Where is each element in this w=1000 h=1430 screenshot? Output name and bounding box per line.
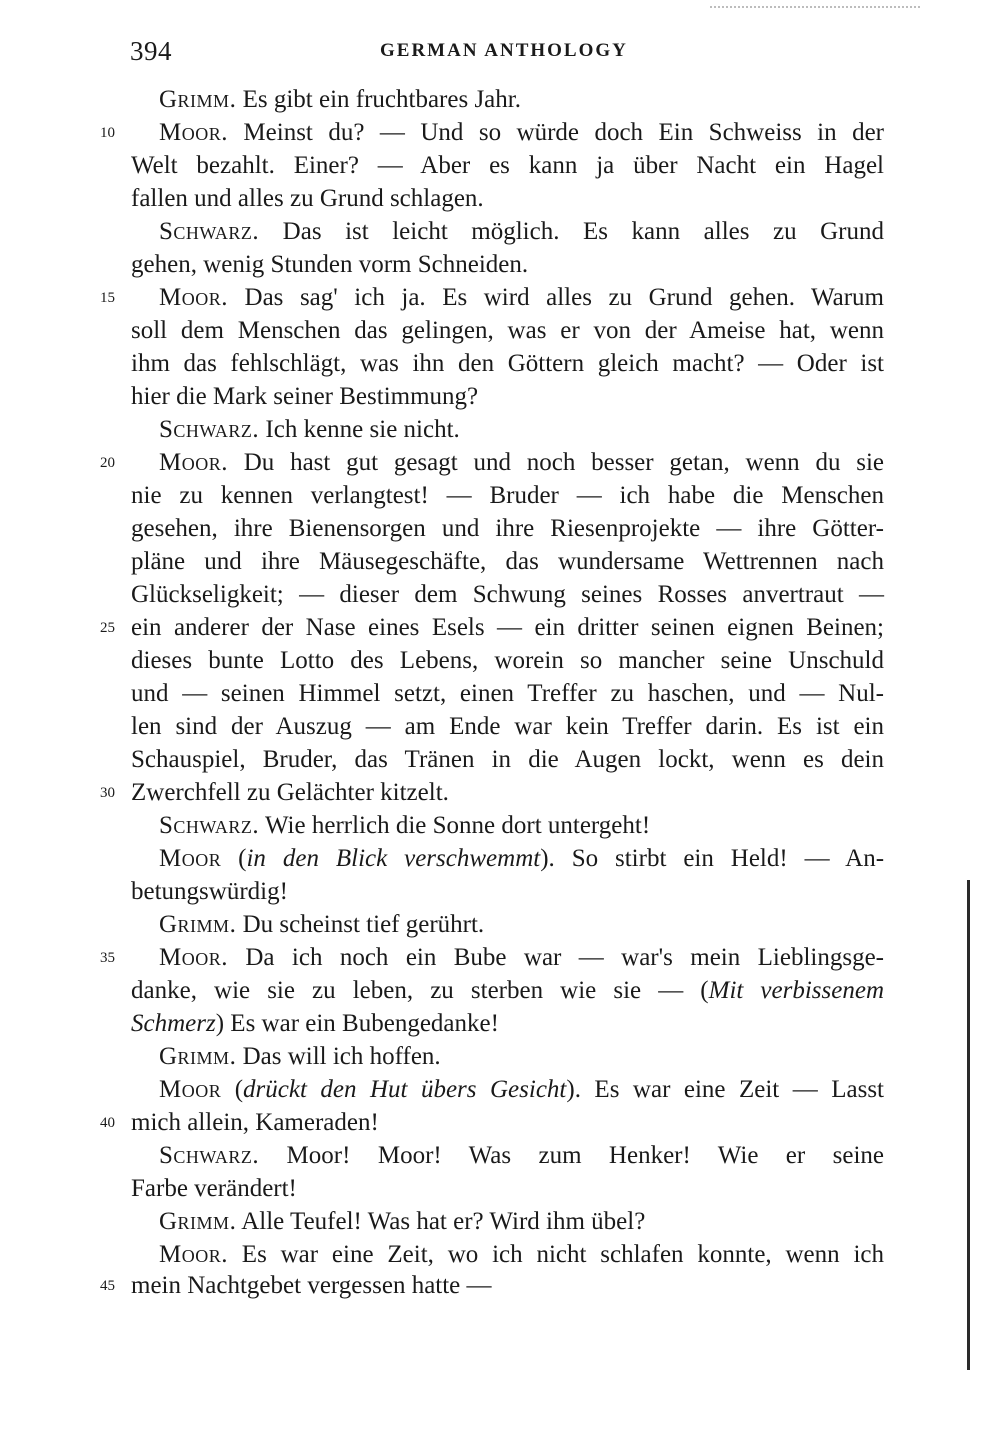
line-number: 30 [100,785,115,801]
speaker: Grimm. [159,86,237,113]
text-line: ein anderer der Nase eines Esels — ein dritter seinen eignen Beinen; [131,614,884,641]
speaker: Grimm. [159,911,237,938]
text-line: ihm das fehlschlägt, was ihn den Göttern gleich macht? — Oder ist [131,350,884,377]
line-number: 15 [100,290,115,306]
text-line: danke, wie sie zu leben, zu sterben wie sie — (Mit verbissenem [131,977,884,1004]
line-number: 45 [100,1278,115,1294]
text-line: Moor (in den Blick verschwemmt). So stirbt ein Held! — An- [159,845,885,872]
running-title: GERMAN ANTHOLOGY [380,40,628,61]
text-line: Glückseligkeit; — dieser dem Schwung seines Rosses anvertraut — [131,581,884,608]
speaker: Moor. [159,1241,228,1268]
text-line: Grimm. Es gibt ein fruchtbares Jahr. [159,86,521,113]
stage-direction: in den Blick verschwemmt [246,845,541,872]
text-line: hier die Mark seiner Bestimmung? [131,383,479,410]
stage-direction: drückt den Hut übers Gesicht [243,1076,567,1103]
text-line: Schwarz. Moor! Moor! Was zum Henker! Wie er seine [159,1142,884,1169]
speaker: Moor. [159,284,228,311]
text-line: Grimm. Das will ich hoffen. [159,1043,441,1070]
text-line: Zwerchfell zu Gelächter kitzelt. [131,779,449,806]
scan-artifact [710,6,920,10]
margin-rule [967,880,970,1370]
speaker: Grimm. [159,1208,237,1235]
speaker: Moor. [159,449,228,476]
text-line: Schauspiel, Bruder, das Tränen in die Augen lockt, wenn es dein [131,746,884,773]
text-line: Schmerz) Es war ein Bubengedanke! [131,1010,499,1037]
speaker: Schwarz. [159,416,260,443]
text-line: mein Nachtgebet vergessen hatte — [131,1272,492,1299]
text-line: len sind der Auszug — am Ende war kein Treffer darin. Es ist ein [131,713,884,740]
text-line: dieses bunte Lotto des Lebens, worein so mancher seine Unschuld [131,647,884,674]
text-line: pläne und ihre Mäusegeschäfte, das wundersame Wettrennen nach [131,548,884,575]
text-line: Moor (drückt den Hut übers Gesicht). Es war eine Zeit — Lasst [159,1076,884,1103]
text-line: nie zu kennen verlangtest! — Bruder — ich habe die Menschen [131,482,884,509]
line-number: 35 [100,950,115,966]
stage-direction: Mit verbissenem [708,977,884,1004]
speaker: Moor [159,845,222,872]
speaker: Schwarz. [159,218,260,245]
text-line: Moor. Meinst du? — Und so würde doch Ein Schweiss in der [159,119,884,146]
text-line: fallen und alles zu Grund schlagen. [131,185,484,212]
text-line: Grimm. Alle Teufel! Was hat er? Wird ihm übel? [159,1208,646,1235]
speaker: Grimm. [159,1043,237,1070]
stage-direction: Schmerz [131,1010,216,1037]
text-line: Schwarz. Das ist leicht möglich. Es kann alles zu Grund [159,218,884,245]
text-line: Schwarz. Wie herrlich die Sonne dort untergeht! [159,812,651,839]
line-number: 25 [100,620,115,636]
text-line: Schwarz. Ich kenne sie nicht. [159,416,460,443]
line-number: 10 [100,125,115,141]
text-line: soll dem Menschen das gelingen, was er von der Ameise hat, wenn [131,317,884,344]
text-line: gehen, wenig Stunden vorm Schneiden. [131,251,529,278]
line-number: 40 [100,1115,115,1131]
text-line: Moor. Da ich noch ein Bube war — war's mein Lieblingsge- [159,944,884,971]
line-number: 20 [100,455,115,471]
speaker: Moor. [159,119,228,146]
text-line: betungswürdig! [131,878,288,905]
text-line: Moor. Es war eine Zeit, wo ich nicht schlafen konnte, wenn ich [159,1241,884,1268]
text-line: mich allein, Kameraden! [131,1109,379,1136]
speaker: Schwarz. [159,1142,260,1169]
text-line: Farbe verändert! [131,1175,297,1202]
text-line: und — seinen Himmel setzt, einen Treffer zu haschen, und — Nul- [131,680,884,707]
speaker: Moor. [159,944,228,971]
text-line: Moor. Du hast gut gesagt und noch besser getan, wenn du sie [159,449,884,476]
speaker: Schwarz. [159,812,260,839]
text-line: Grimm. Du scheinst tief gerührt. [159,911,485,938]
page-number: 394 [130,36,172,66]
text-line: Welt bezahlt. Einer? — Aber es kann ja über Nacht ein Hagel [131,152,884,179]
speaker: Moor [159,1076,222,1103]
text-line: gesehen, ihre Bienensorgen und ihre Riesenprojekte — ihre Götter- [131,515,884,542]
text-line: Moor. Das sag' ich ja. Es wird alles zu Grund gehen. Warum [159,284,884,311]
